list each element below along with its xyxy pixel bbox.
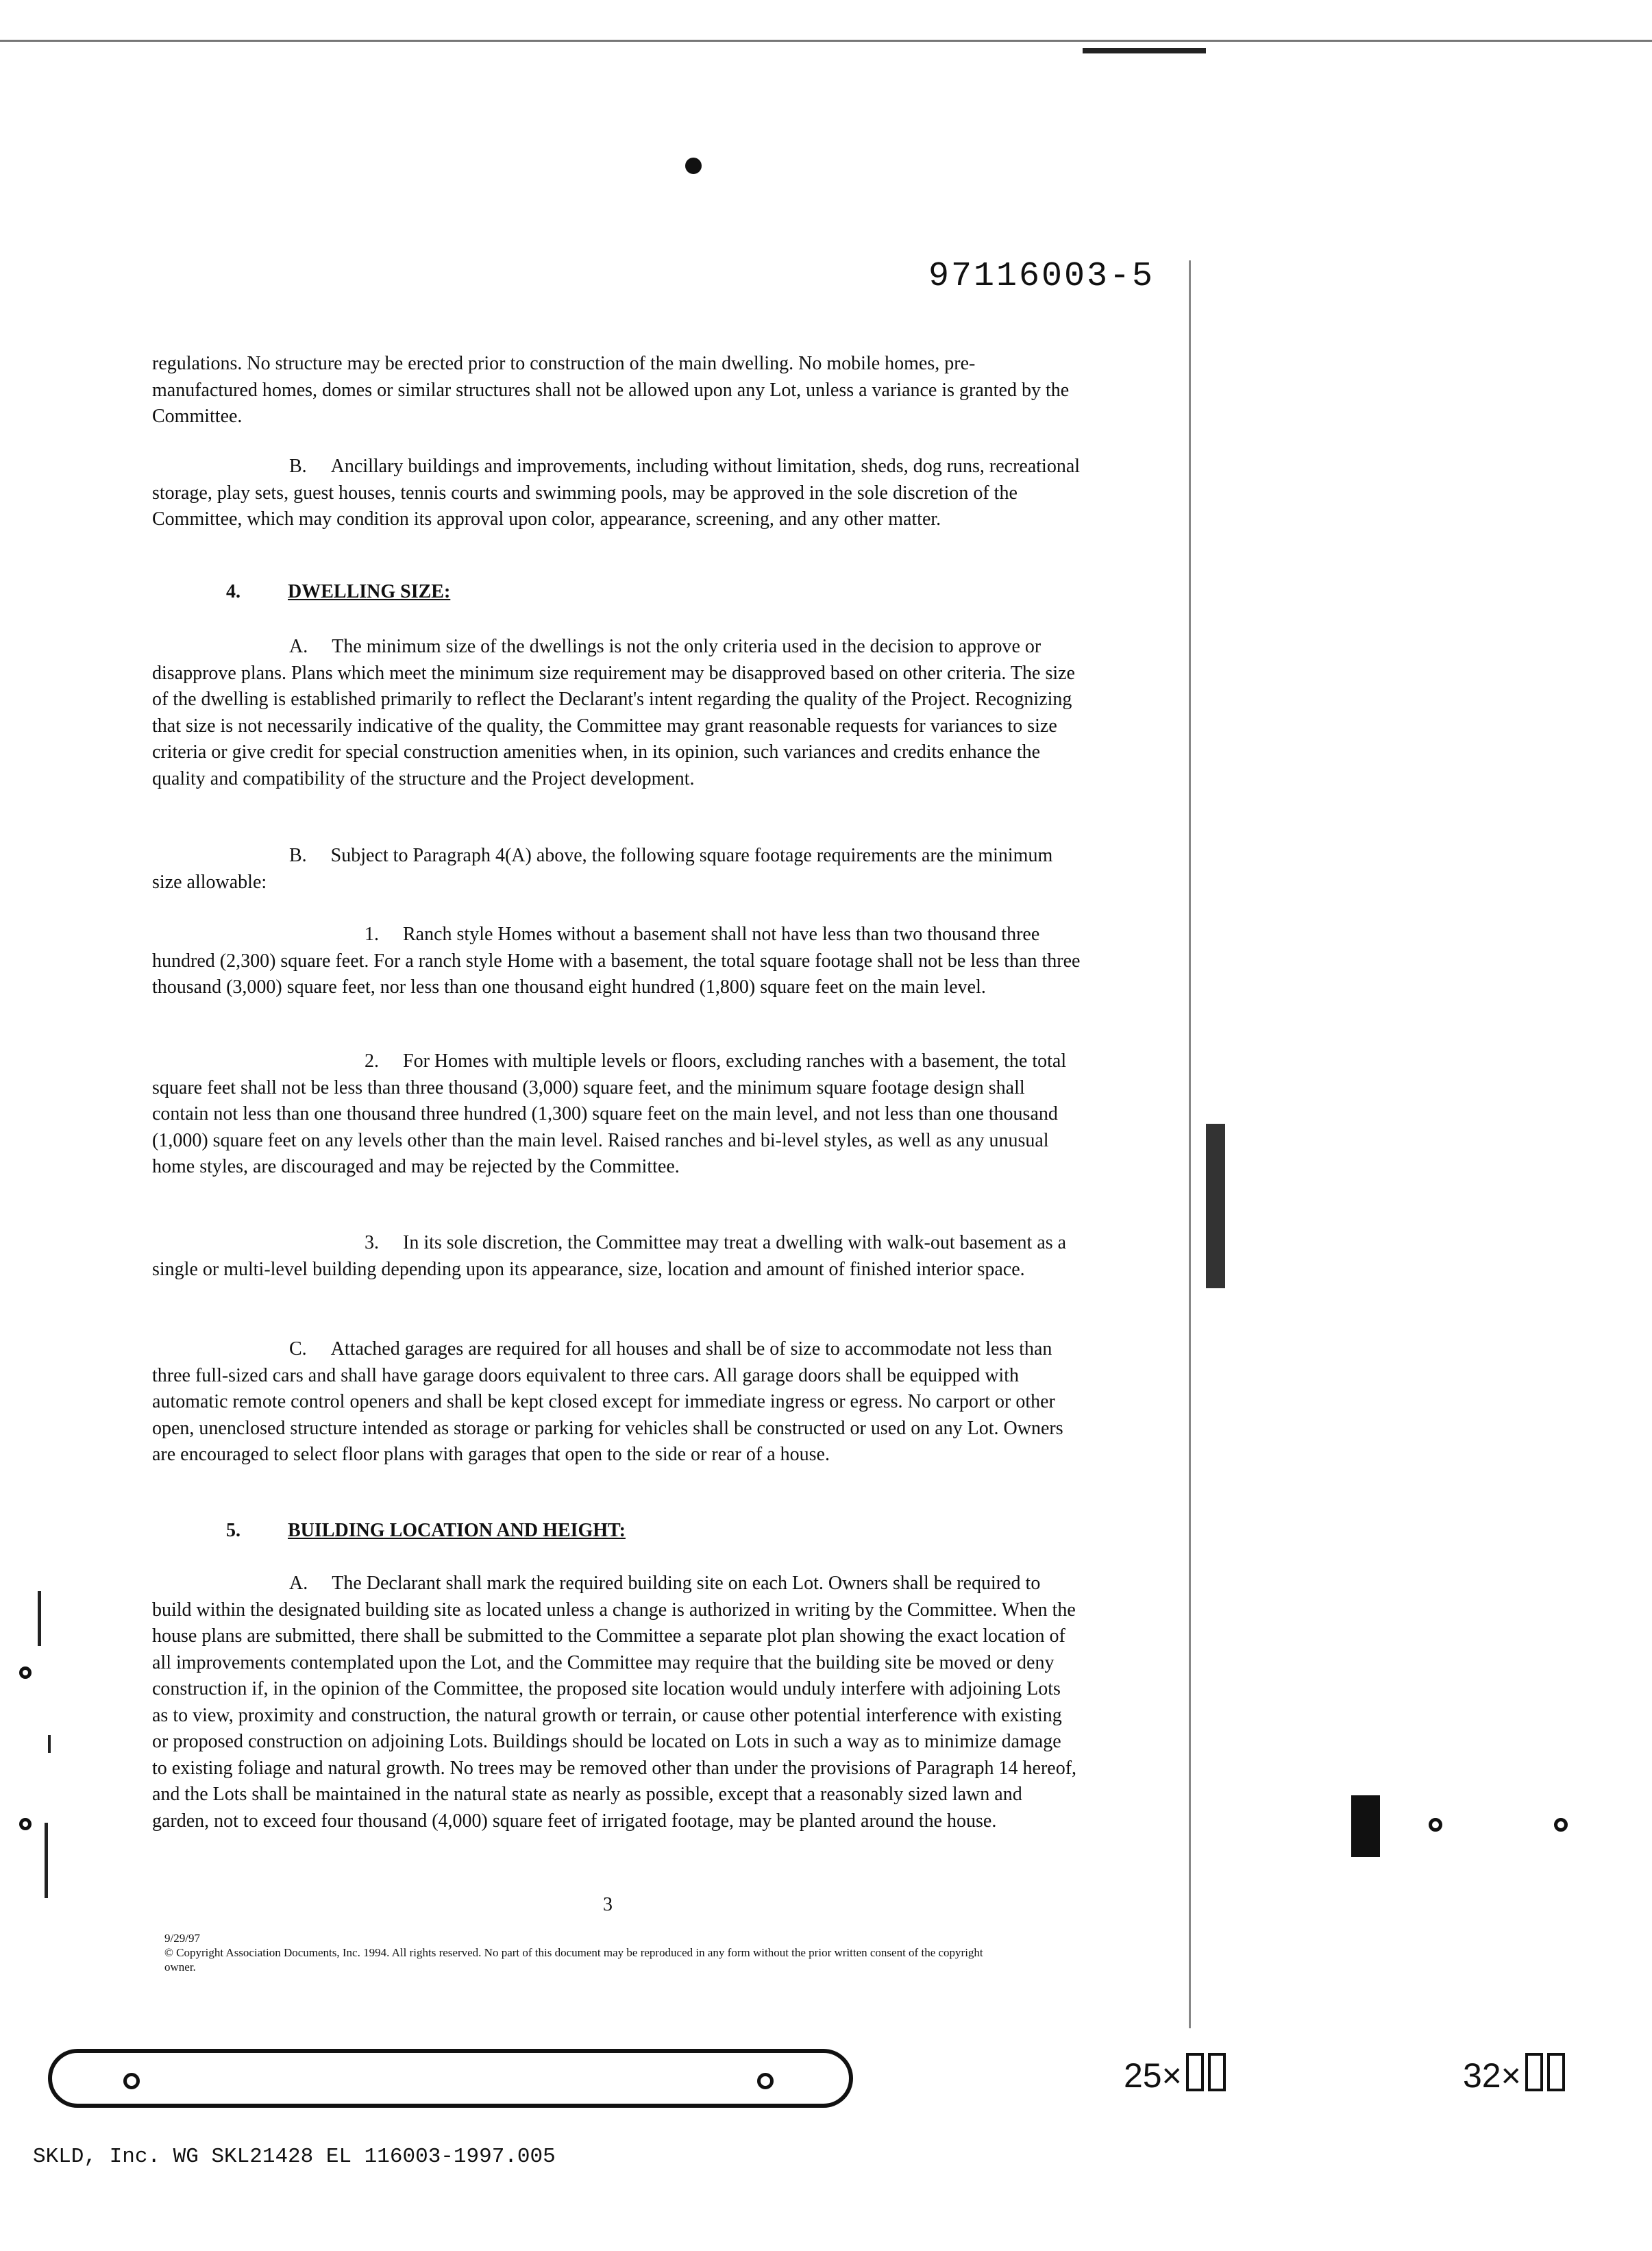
punch-dot bbox=[685, 158, 702, 174]
heading-dwelling-size: 4. DWELLING SIZE: bbox=[226, 581, 451, 602]
paragraph-regulations: regulations. No structure may be erected prior to construction of the main dwelling. No mobile homes, pre-manufactured homes, domes or similar structures shall not be allowed upon any Lot, unless a variance is granted by the Committee. bbox=[152, 353, 1070, 427]
footnote: 9/29/97 © Copyright Association Documents, Inc. 1994. All rights reserved. No part of this document may be reproduced in any form without the prior written consent of the copyright owner. bbox=[164, 1932, 983, 1973]
left-ring-1 bbox=[19, 1666, 32, 1679]
scan-black-block bbox=[1351, 1795, 1380, 1857]
reduction-ratio-1: 25× bbox=[1124, 2053, 1226, 2095]
scan-top-edge bbox=[0, 40, 1652, 42]
paragraph-4b2: 2. For Homes with multiple levels or floors, excluding ranches with a basement, the total square feet shall not be less than three thousand (3,000) square feet, and the minimum square footage design shall contain not less than one thousand three hundred (1,300) square feet on the main level, and not less than one thousand (1,000) square feet on any levels other than the main level. Raised ranches and bi-level styles, as well as any unusual home styles, are discouraged and may be rejected by the Committee. bbox=[152, 1050, 1067, 1177]
scan-ring-right-2 bbox=[1554, 1818, 1568, 1832]
film-frame-icon bbox=[1525, 2053, 1543, 2091]
paragraph-4a: A. The minimum size of the dwellings is not the only criteria used in the decision to approve or disapprove plans. Plans which meet the minimum size requirement may be disapproved based on other criteria. The size of the dwelling is established primarily to reflect the Declarant's intent regarding the quality of the Project. Recognizing that size is not necessarily indicative of the quality, the Committee may grant reasonable requests for variances to size criteria or give credit for special construction amenities when, in its opinion, such variances and credits enhance the quality and compatibility of the structure and the Project development. bbox=[152, 636, 1075, 789]
heading-building-location: 5. BUILDING LOCATION AND HEIGHT: bbox=[226, 1520, 626, 1541]
film-frame-icon bbox=[1547, 2053, 1565, 2091]
film-frame-icon bbox=[1186, 2053, 1204, 2091]
scan-ring-right-1 bbox=[1429, 1818, 1442, 1832]
reel-knob-right bbox=[757, 2073, 774, 2089]
footer-record-id: SKLD, Inc. WG SKL21428 EL 116003-1997.005 bbox=[33, 2145, 556, 2169]
scan-reel-bar bbox=[48, 2049, 853, 2108]
page-number: 3 bbox=[603, 1894, 613, 1915]
paragraph-5a: A. The Declarant shall mark the required building site on each Lot. Owners shall be required to build within the designated building site as located unless a change is authorized in writing by the Committee. When the house plans are submitted, there shall be submitted to the Committee a separate plot plan showing the exact location of all improvements contemplated upon the Lot, and the Committee may require that the building site be moved or deny construction if, in the opinion of the Committee, the proposed site location would unduly interfere with adjoining Lots as to view, proximity and construction, the natural growth or terrain, or cause other potential interference with existing or proposed construction on adjoining Lots. Buildings should be located on Lots in such a way as to minimize damage to existing foliage and natural growth. No trees may be removed other than under the provisions of Paragraph 14 hereof, and the Lots shall be maintained in the natural state as nearly as possible, except that a reasonably sized lawn and garden, not to exceed four thousand (4,000) square feet of irrigated footage, may be planted around the house. bbox=[152, 1573, 1077, 1832]
paragraph-4b: B. Subject to Paragraph 4(A) above, the following square footage requirements are the minimum size allowable: bbox=[152, 845, 1053, 893]
reel-knob-left bbox=[123, 2073, 140, 2089]
left-bracket-bottom bbox=[45, 1823, 48, 1898]
document-number: 97116003-5 bbox=[928, 257, 1155, 296]
paragraph-3b: B. Ancillary buildings and improvements, including without limitation, sheds, dog runs, recreational storage, play sets, guest houses, tennis courts and swimming pools, may be approved in the sole discretion of the Committee, which may condition its approval upon color, appearance, screening, and any other matter. bbox=[152, 456, 1081, 530]
left-ring-2 bbox=[19, 1818, 32, 1830]
reduction-ratio-2: 32× bbox=[1463, 2053, 1565, 2095]
left-bracket-top bbox=[38, 1591, 41, 1646]
scan-right-dark-block bbox=[1206, 1124, 1225, 1288]
paragraph-4b3: 3. In its sole discretion, the Committee may treat a dwelling with walk-out basement as a single or multi-level building depending upon its appearance, size, location and amount of finished interior space. bbox=[152, 1232, 1067, 1280]
paragraph-4c: C. Attached garages are required for all houses and shall be of size to accommodate not less than three full-sized cars and shall have garage doors equivalent to three cars. All garage doors shall be equipped with automatic remote control openers and shall be kept closed except for immediate ingress or egress. No carport or other open, unenclosed structure intended as storage or parking for vehicles shall be constructed or used on any Lot. Owners are encouraged to select floor plans with garages that open to the side or rear of a house. bbox=[152, 1338, 1063, 1465]
paragraph-4b1: 1. Ranch style Homes without a basement shall not have less than two thousand three hundred (2,300) square feet. For a ranch style Home with a basement, the total square footage shall not be less than three thousand (3,000) square feet, nor less than one thousand eight hundred (1,800) square feet on the main level. bbox=[152, 924, 1081, 998]
left-tick bbox=[48, 1735, 51, 1753]
scan-top-smudge bbox=[1083, 48, 1206, 53]
film-frame-icon bbox=[1208, 2053, 1226, 2091]
scan-right-edge bbox=[1189, 260, 1191, 2028]
